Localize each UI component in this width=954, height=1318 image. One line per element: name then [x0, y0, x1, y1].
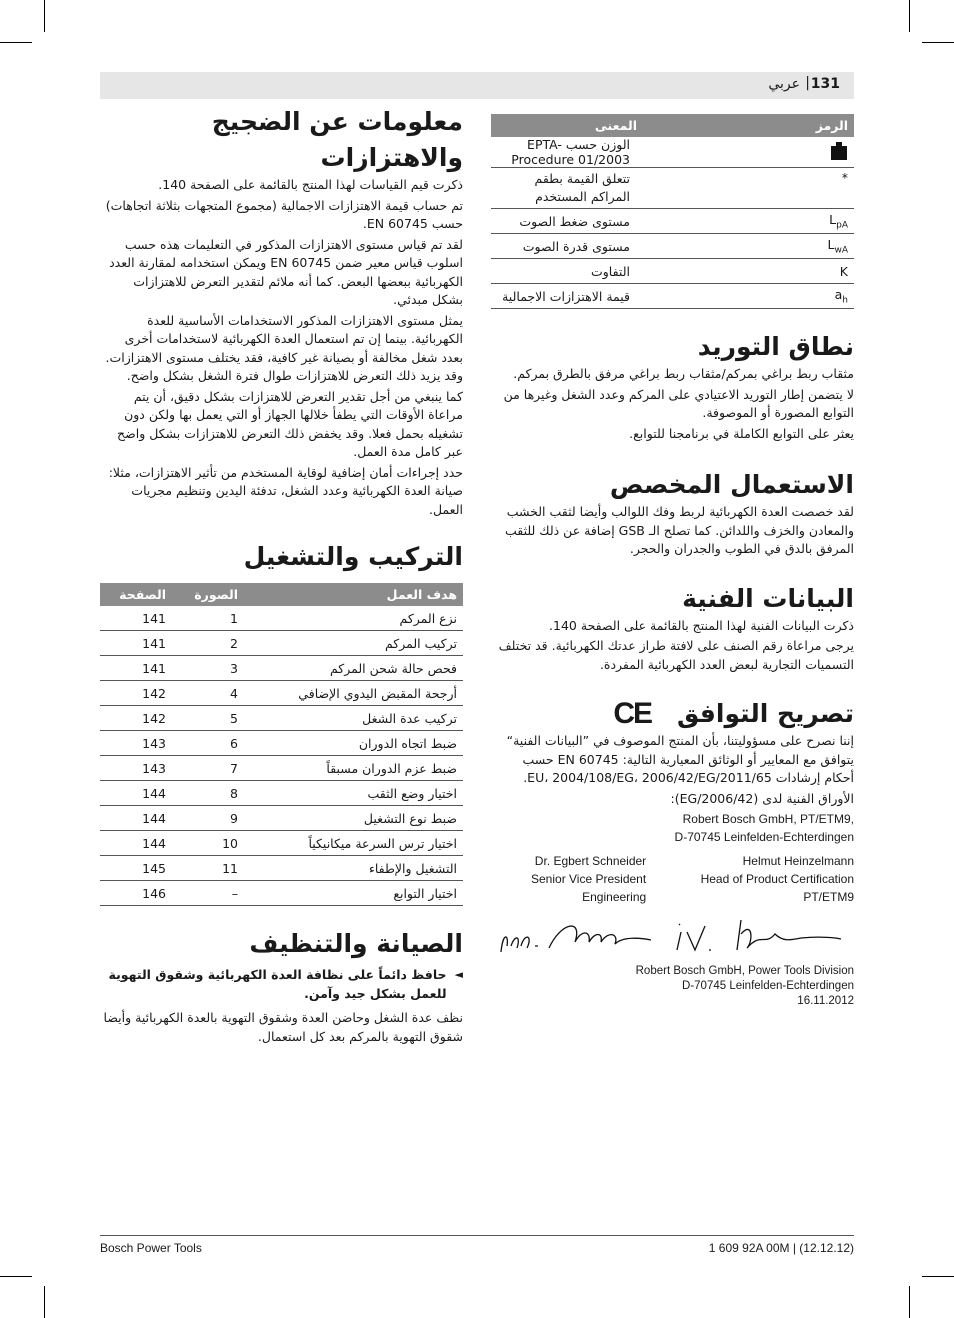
symbol-header: الرمز — [752, 114, 854, 137]
meaning-header: المعنى — [491, 114, 752, 137]
figure-cell: 2 — [172, 631, 244, 656]
crop-mark — [922, 1276, 954, 1277]
table-row — [491, 168, 854, 209]
scope-text: لا يتضمن إطار التوريد الاعتيادي على المركم وعدد الشغل وغيرها من التوابع المصورة أو الموصوفة. — [503, 386, 854, 420]
crop-mark — [0, 42, 32, 43]
assembly-table — [100, 583, 463, 906]
task-cell: اختيار التوابع — [244, 881, 463, 906]
table-row — [100, 806, 463, 831]
table-row — [100, 656, 463, 681]
meaning-cell: قيمة الاهتزازات الاجمالية — [491, 284, 752, 309]
meaning-cell: مستوى ضغط الصوت — [491, 209, 752, 234]
task-header: هدف العمل — [244, 583, 463, 606]
page-cell: 141 — [100, 656, 172, 681]
figure-cell: 3 — [172, 656, 244, 681]
tech-data-heading: البيانات الفنية — [682, 583, 854, 613]
task-cell: ضبط نوع التشغيل — [244, 806, 463, 831]
scope-text: يعثر على التوابع الكاملة في برنامجنا للتوابع. — [629, 425, 854, 441]
figure-cell: 5 — [172, 706, 244, 731]
right-column — [491, 114, 854, 1009]
figure-cell: 8 — [172, 781, 244, 806]
task-cell: ضبط اتجاه الدوران — [244, 731, 463, 756]
noise-text: تم حساب قيمة الاهتزازات الاجمالية (مجموع المتجهات بثلاثة اتجاهات) حسب EN 60745. — [105, 197, 463, 231]
page-cell: 142 — [100, 681, 172, 706]
symbol-cell: $a_h$ — [752, 284, 854, 309]
task-cell: نزع المركم — [244, 606, 463, 631]
footer-doc-number: 1 609 92A 00M | (12.12.12) — [708, 1241, 854, 1255]
page-cell: 141 — [100, 606, 172, 631]
page-cell: 142 — [100, 706, 172, 731]
symbol-cell: * — [752, 168, 854, 209]
table-row — [100, 731, 463, 756]
maintenance-text: نظف عدة الشغل وحاضن العدة وشقوق التهوية بالعدة الكهربائية وأيضا شقوق التهوية بالمركم بعد كل استعمال. — [103, 1010, 463, 1044]
task-cell: اختيار وضع الثقب — [244, 781, 463, 806]
table-row — [100, 881, 463, 906]
meaning-cell: تتعلق القيمة بطقم المراكم المستخدم — [491, 168, 752, 209]
table-row — [100, 606, 463, 631]
symbol-cell: K — [752, 259, 854, 284]
symbol-cell: $L_{wA}$ — [752, 234, 854, 259]
bullet-icon: ◄ — [454, 968, 463, 981]
left-column — [100, 104, 463, 1048]
scope-text: مثقاب ربط براغي بمركم/مثقاب ربط براغي مرفق بالطرق بمركم. — [513, 366, 854, 381]
table-row — [491, 234, 854, 259]
weight-icon — [830, 142, 848, 160]
header-separator: | — [805, 75, 810, 91]
signer-title: PT/ETM9 — [803, 890, 854, 904]
figure-cell: 7 — [172, 756, 244, 781]
noise-text: يمثل مستوى الاهتزازات المذكور الاستخدامات الأساسية للعدة الكهربائية. بينما إن تم استعمال العدة الكهربائية لاستخدامات أخرى بعدد شغل مخالفة أو بصيانة غير كافية، فقد يختلف مستوى الاهتزازات. وقد يزيد ذلك التعرض للاهتزازات طوال فترة الشغل بشكل واضح. — [105, 312, 463, 383]
maintenance-bold-text: حافظ دائماً على نظافة العدة الكهربائية وشقوق التهوية للعمل بشكل جيد وآمن. — [108, 967, 447, 1001]
crop-mark — [44, 0, 45, 32]
table-row — [100, 756, 463, 781]
page-cell: 143 — [100, 756, 172, 781]
page-number: 131 — [810, 76, 840, 92]
table-row — [491, 284, 854, 309]
figure-cell: 1 — [172, 606, 244, 631]
signer-title: Head of Product Certification — [700, 872, 854, 886]
task-cell: أرجحة المقبض اليدوي الإضافي — [244, 681, 463, 706]
conformity-heading: تصريح التوافق — [677, 699, 854, 728]
task-cell: اختيار ترس السرعة ميكانيكياً — [244, 831, 463, 856]
table-row — [100, 631, 463, 656]
footer-rule — [100, 1235, 854, 1236]
footer-brand: Bosch Power Tools — [100, 1241, 202, 1255]
language-label: عربي — [768, 76, 800, 92]
figure-cell: 11 — [172, 856, 244, 881]
table-row — [100, 856, 463, 881]
page-cell: 145 — [100, 856, 172, 881]
figure-header: الصورة — [172, 583, 244, 606]
signatures-image — [491, 912, 854, 962]
figure-cell: – — [172, 881, 244, 906]
symbols-table — [491, 114, 854, 309]
intended-use-heading: الاستعمال المخصص — [609, 470, 854, 499]
table-row — [100, 781, 463, 806]
meaning-cell: الوزن حسب EPTA-Procedure 01/2003 — [491, 137, 752, 168]
figure-cell: 10 — [172, 831, 244, 856]
signer-title: Senior Vice President — [531, 872, 647, 886]
page-cell: 144 — [100, 806, 172, 831]
intended-use-text: لقد خصصت العدة الكهربائية لربط وفك اللوالب وأيضا لثقب الخشب والمعادن والخزف واللدائن. كما تصلح الـ GSB إضافة عن ذلك للثقب المرفق بالدق في الطوب والجدران والحجر. — [505, 504, 854, 556]
company-line: Robert Bosch GmbH, Power Tools Division — [635, 965, 854, 977]
assembly-heading: التركيب والتشغيل — [243, 542, 463, 571]
table-row — [491, 209, 854, 234]
page-cell: 141 — [100, 631, 172, 656]
noise-text: كما ينبغي من أجل تقدير التعرض للاهتزازات بشكل دقيق، أن يتم مراعاة الأوقات التي يطفأ خلالها الجهاز أو التي يعمل بها ولكن دون تشغيله بحمل فعلا. وقد يخفض ذلك التعرض للاهتزازات بشكل واضح عبر كامل مدة العمل. — [117, 388, 463, 459]
conformity-text: الأوراق الفنية لدى (2006/42/EG): — [670, 790, 854, 806]
maintenance-heading: الصيانة والتنظيف — [249, 929, 463, 958]
signer-name: Helmut Heinzelmann — [742, 854, 854, 868]
meaning-cell: مستوى قدرة الصوت — [491, 234, 752, 259]
task-cell: ضبط عزم الدوران مسبقاً — [244, 756, 463, 781]
table-row — [491, 259, 854, 284]
address-line: D-70745 Leinfelden-Echterdingen — [674, 830, 854, 844]
crop-mark — [44, 1286, 45, 1318]
noise-text: ذكرت قيم القياسات لهذا المنتج بالقائمة على الصفحة 140. — [158, 177, 463, 192]
noise-text: لقد تم قياس مستوى الاهتزازات المذكور في التعليمات هذه حسب اسلوب قياس معير ضمن EN 60745 ويمكن استخدامه لمقارنة العدد الكهربائية ببعضها البعض. كما أنه ملائم لتقدير التعرض للاهتزازات بشكل مبدئي. — [109, 236, 463, 307]
table-row — [100, 831, 463, 856]
tech-data-text: ذكرت البيانات الفنية لهذا المنتج بالقائمة على الصفحة 140. — [549, 617, 854, 633]
company-line: D-70745 Leinfelden-Echterdingen — [682, 980, 854, 992]
crop-mark — [0, 1276, 32, 1277]
task-cell: تركيب المركم — [244, 631, 463, 656]
page-cell: 146 — [100, 881, 172, 906]
task-cell: التشغيل والإطفاء — [244, 856, 463, 881]
symbol-cell: $L_{pA}$ — [752, 209, 854, 234]
ce-mark-icon: CE — [613, 697, 651, 730]
tech-data-text: يرجى مراعاة رقم الصنف على لافتة طراز عدتك الكهربائية. قد تختلف التسميات التجارية لبعض العدد الكهربائية المفردة. — [498, 638, 854, 672]
page-cell: 144 — [100, 831, 172, 856]
crop-mark — [922, 42, 954, 43]
noise-heading: معلومات عن الضجيج والاهتزازات — [211, 107, 463, 172]
page-header — [100, 72, 854, 99]
table-row — [100, 706, 463, 731]
crop-mark — [909, 0, 910, 32]
signer-name: Dr. Egbert Schneider — [534, 854, 647, 868]
table-row — [491, 137, 854, 168]
figure-cell: 6 — [172, 731, 244, 756]
task-cell: فحص حالة شحن المركم — [244, 656, 463, 681]
page-cell: 144 — [100, 781, 172, 806]
crop-mark — [909, 1286, 910, 1318]
figure-cell: 4 — [172, 681, 244, 706]
noise-text: حدد إجراءات أمان إضافية لوقاية المستخدم من تأثير الاهتزازات، مثلا: صيانة العدة الكهربائية وعدد الشغل، تدفئة اليدين وتنظيم مجريات العمل. — [108, 464, 463, 517]
date-text: 16.11.2012 — [797, 995, 854, 1007]
page-cell: 143 — [100, 731, 172, 756]
table-row — [100, 681, 463, 706]
conformity-text: إننا نصرح على مسؤوليتنا، بأن المنتج الموصوف في ”البيانات الفنية“ يتوافق مع المعايير أو الوثائق المعيارية التالية: EN 60745 حسب أحكام إرشادات 2011/65/EU، 2004/108/EG، 2006/42/EG. — [506, 733, 854, 785]
task-cell: تركيب عدة الشغل — [244, 706, 463, 731]
page-header-cell: الصفحة — [100, 583, 172, 606]
signer-title: Engineering — [582, 890, 647, 904]
address-line: Robert Bosch GmbH, PT/ETM9, — [682, 812, 854, 826]
scope-heading: نطاق التوريد — [697, 332, 854, 361]
figure-cell: 9 — [172, 806, 244, 831]
meaning-cell: التفاوت — [491, 259, 752, 284]
